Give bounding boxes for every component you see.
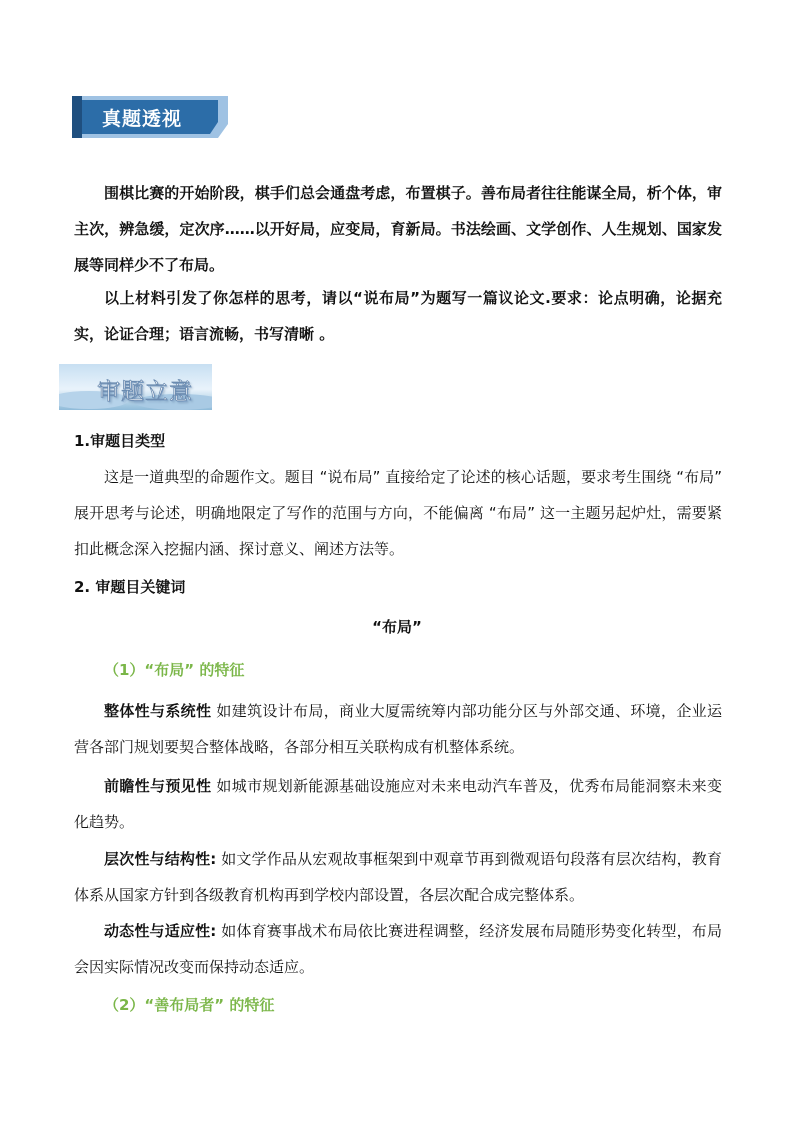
feature-term: 层次性与结构性: (104, 850, 217, 868)
material-paragraph-2: 以上材料引发了你怎样的思考，请以“说布局”为题写一篇议论文.要求：论点明确，论据充实，论证合理；语言流畅，书写清晰 。 (74, 289, 722, 343)
feature-term: 整体性与系统性 (104, 702, 212, 720)
subheading-features: （1）“布局” 的特征 (104, 661, 245, 679)
feature-item (74, 913, 722, 985)
keyword-title: “布局” (372, 618, 422, 636)
section-1-heading: 1.审题目类型 (74, 432, 166, 450)
feature-term: 动态性与适应性: (104, 922, 217, 940)
feature-item (74, 841, 722, 913)
feature-item (74, 693, 722, 765)
section-banner-truth (72, 96, 228, 138)
feature-text: 如文学作品从宏观故事框架到中观章节再到微观语句段落有层次结构，教育体系从国家方针到各级教育机构再到学校内部设置，各层次配合成完整体系。 (74, 850, 722, 904)
feature-term: 前瞻性与预见性 (104, 777, 212, 795)
section-2-heading: 2. 审题目关键词 (74, 578, 186, 596)
section-1-body: 这是一道典型的命题作文。题目 “说布局” 直接给定了论述的核心话题，要求考生围绕 “布局” 展开思考与论述，明确地限定了写作的范围与方向，不能偏离 “布局” 这一主题另起炉灶，需要紧扣此概念深入挖掘内涵、探讨意义、阐述方法等。 (74, 468, 722, 558)
feature-item (74, 768, 722, 840)
section-banner-review (59, 364, 212, 410)
banner-title: 真题透视 (102, 108, 183, 130)
feature-text: 如城市规划新能源基础设施应对未来电动汽车普及，优秀布局能洞察未来变化趋势。 (74, 777, 722, 831)
feature-text: 如体育赛事战术布局依比赛进程调整，经济发展布局随形势变化转型，布局会因实际情况改变而保持动态适应。 (74, 922, 722, 976)
banner-title: 审题立意 (97, 379, 193, 405)
feature-text: 如建筑设计布局，商业大厦需统筹内部功能分区与外部交通、环境，企业运营各部门规划要契合整体战略，各部分相互关联构成有机整体系统。 (74, 702, 722, 756)
subheading-good-planner: （2）“善布局者” 的特征 (104, 996, 275, 1014)
material-paragraph-1: 围棋比赛的开始阶段，棋手们总会通盘考虑，布置棋子。善布局者往往能谋全局，析个体，审主次，辨急缓，定次序……以开好局，应变局，育新局。书法绘画、文学创作、人生规划、国家发展等同样少不了布局。 (74, 184, 722, 274)
